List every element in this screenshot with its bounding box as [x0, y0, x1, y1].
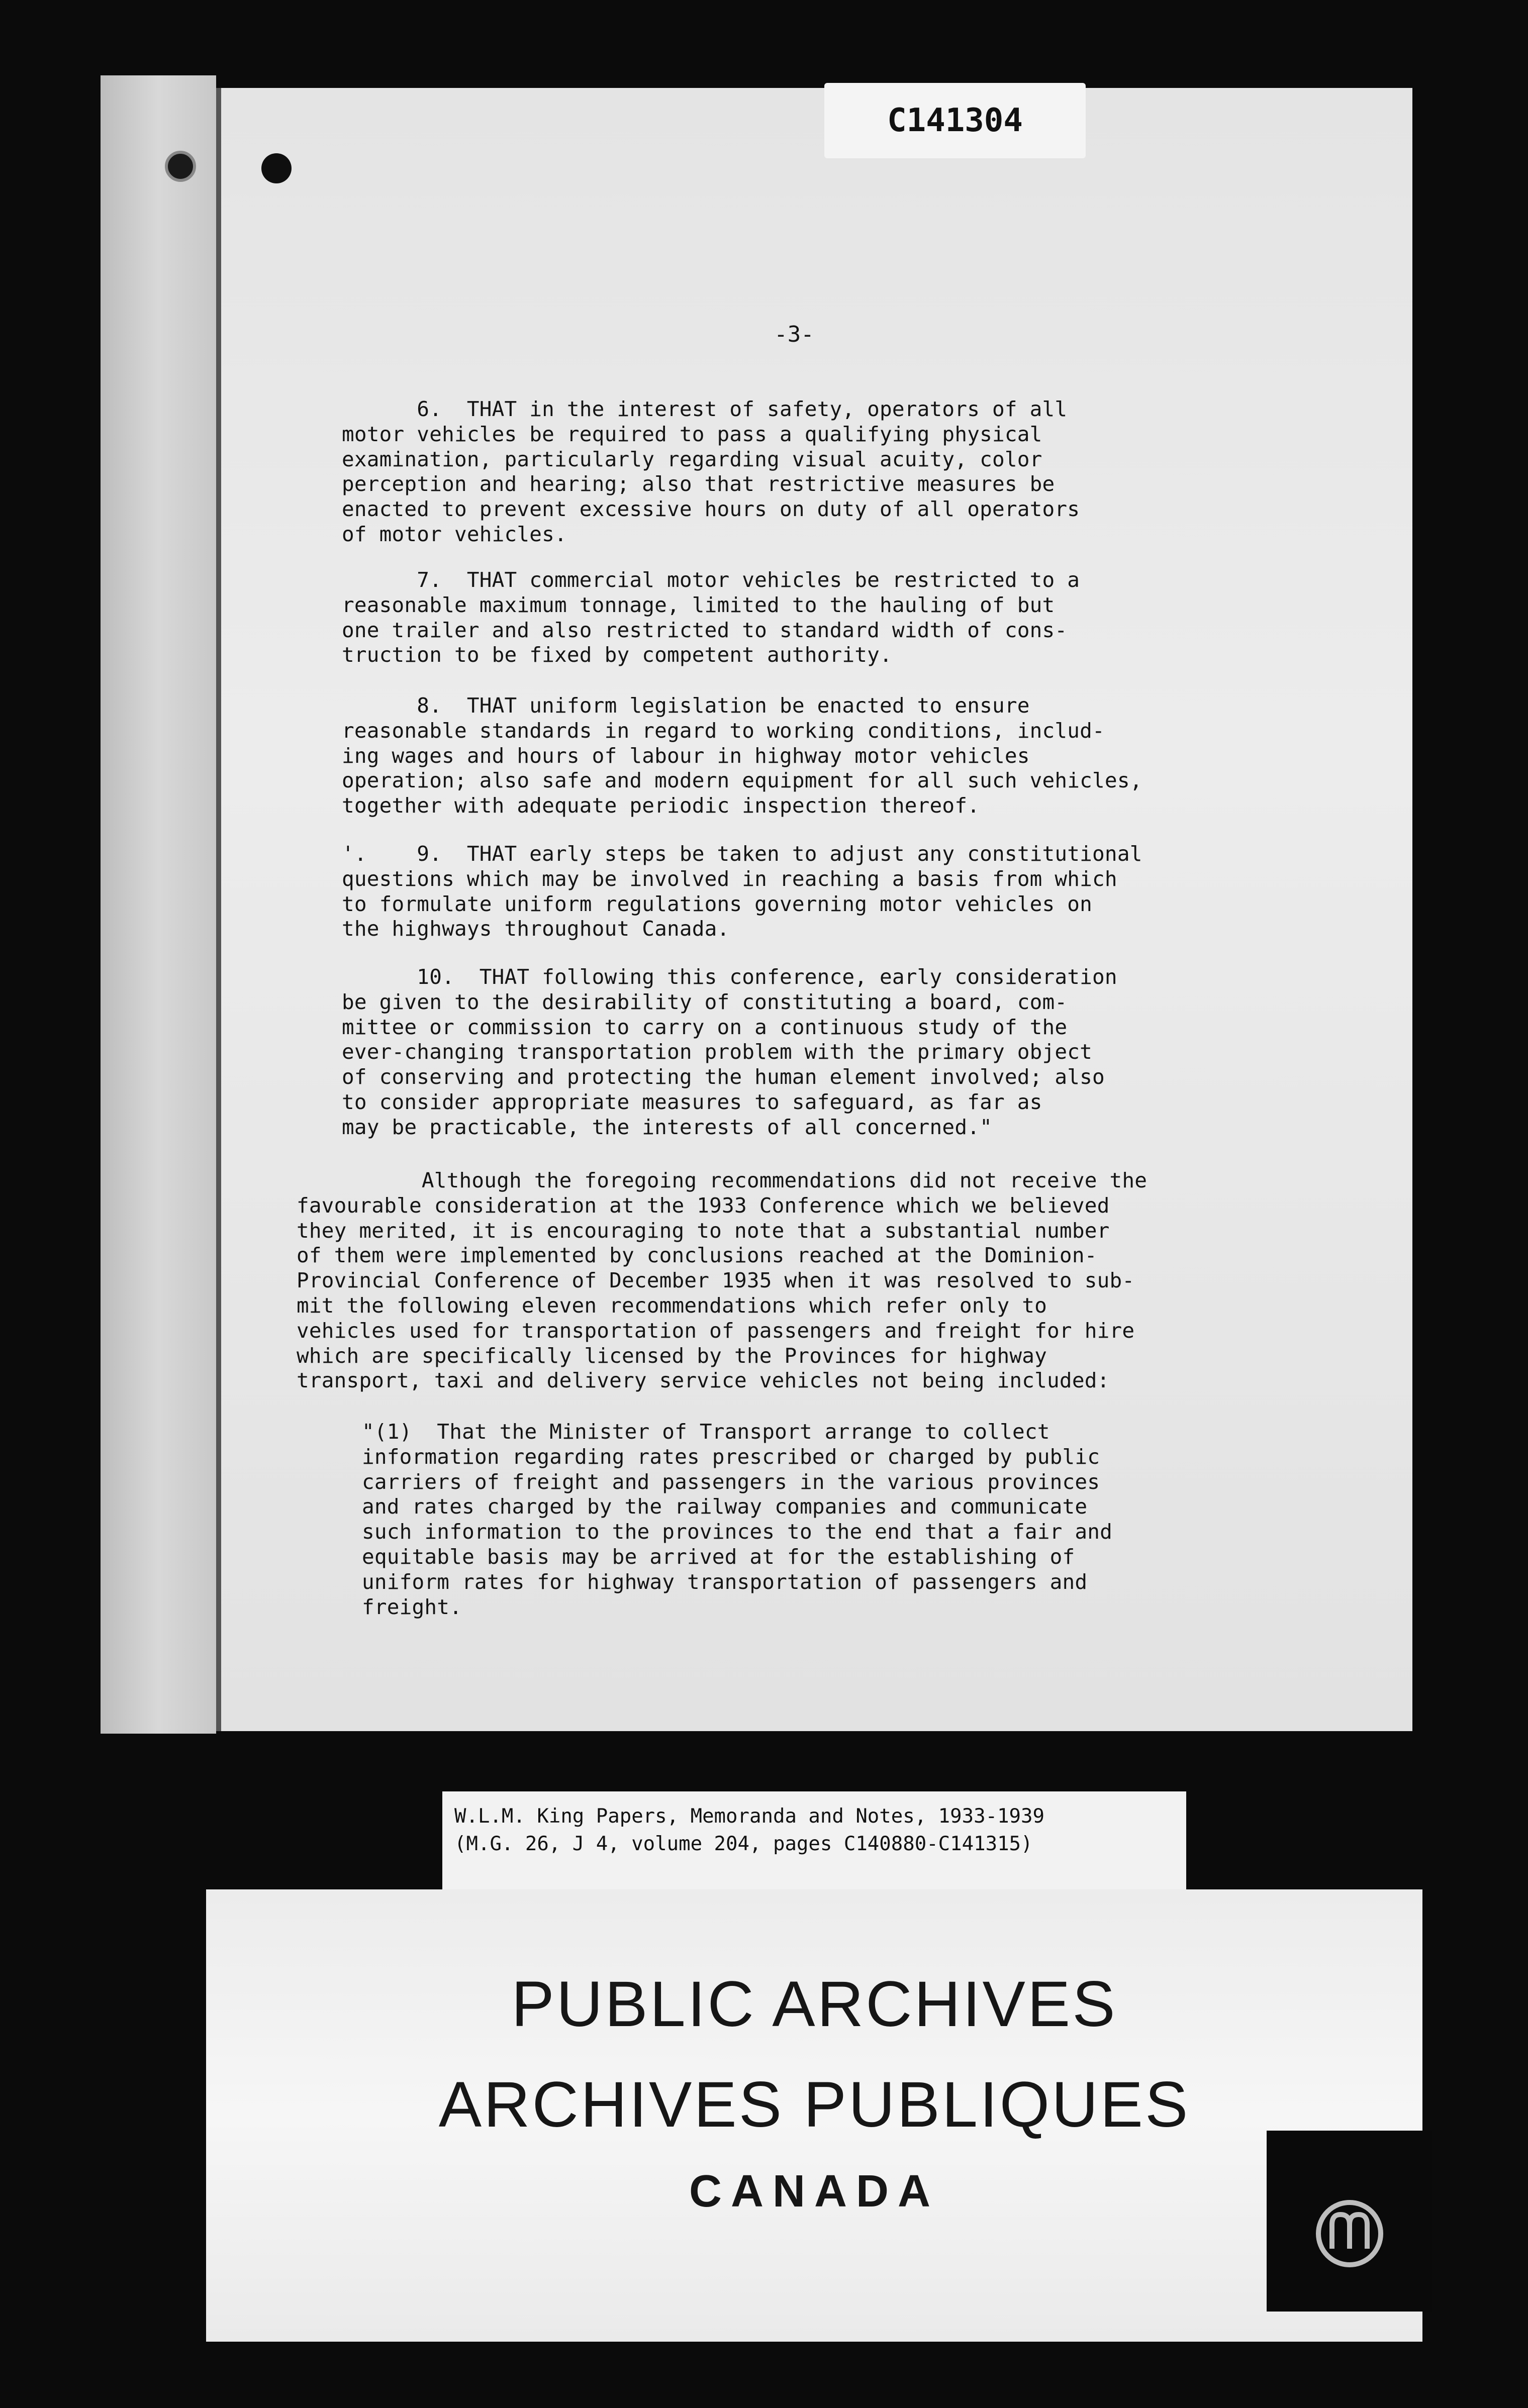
archives-logo-icon — [1309, 2193, 1390, 2274]
page-number: -3- — [774, 322, 814, 347]
paragraph-6: 6. THAT in the interest of safety, operators of all motor vehicles be required to pass a qualifying physical examination, particularly regarding visual acuity, color perception and hearing; also that restrictive measures be enacted to prevent excessive hours on duty of all operators of motor vehicles. — [342, 397, 1080, 546]
paragraph-9: '. 9. THAT early steps be taken to adjust any constitutional questions which may be involved in reaching a basis from which to formulate uniform regulations governing motor vehicles on the highways throughout Canada. — [342, 842, 1142, 941]
citation-line-1: W.L.M. King Papers, Memoranda and Notes, 1933-1939 — [454, 1805, 1044, 1828]
archives-country: CANADA — [689, 2166, 939, 2217]
archives-title-fr: ARCHIVES PUBLIQUES — [438, 2069, 1190, 2141]
paragraph-8: 8. THAT uniform legislation be enacted to ensure reasonable standards in regard to working conditions, includ- ing wages and hours of labour in highway motor vehicles operation; also safe and modern equipment for all such vehicles, together with adequate periodic inspection thereof. — [342, 693, 1142, 818]
paragraph-10: 10. THAT following this conference, early consideration be given to the desirability of constituting a board, com- mittee or commission to carry on a continuous study of the ever-changing transportation problem with the primary object of conserving and protecting the human element involved; also to consider appropriate measures to safeguard, as far as may be practicable, the interests of all concerned." — [342, 965, 1117, 1139]
document-id-stamp: C141304 — [824, 83, 1086, 158]
archives-card — [206, 1889, 1422, 2342]
left-backing-strip — [101, 75, 216, 1734]
paragraph-7: 7. THAT commercial motor vehicles be restricted to a reasonable maximum tonnage, limited to the hauling of but one trailer and also restricted to standard width of cons- truction to be fixed by competent authority. — [342, 568, 1080, 667]
archives-title-en: PUBLIC ARCHIVES — [511, 1968, 1117, 2040]
binder-hole-icon — [165, 151, 196, 182]
punch-hole-icon — [261, 153, 292, 183]
logo-box — [1267, 2131, 1432, 2312]
paragraph-although: Although the foregoing recommendations did not receive the favourable consideration at the 1933 Conference which we believed they merited, it is encouraging to note that a substantial number of them were implemented by conclusions reached at the Dominion- Provincial Conference of December 1935 when it was resolved to sub- mit the following eleven recommendations which refer only to vehicles used for transportation of passengers and freight for hire which are specifically licensed by the Provinces for highway transport, taxi and delivery service vehicles not being included: — [297, 1168, 1148, 1393]
citation-label — [442, 1791, 1186, 1889]
paragraph-recommendation-1: "(1) That the Minister of Transport arrange to collect information regarding rates prescribed or charged by public carriers of freight and passengers in the various provinces and rates charged by the railway companies and communicate such information to the provinces to the end that a fair and equitable basis may be arrived at for the establishing of uniform rates for highway transportation of passengers and freight. — [362, 1420, 1113, 1619]
citation-line-2: (M.G. 26, J 4, volume 204, pages C140880-C141315) — [454, 1833, 1033, 1855]
